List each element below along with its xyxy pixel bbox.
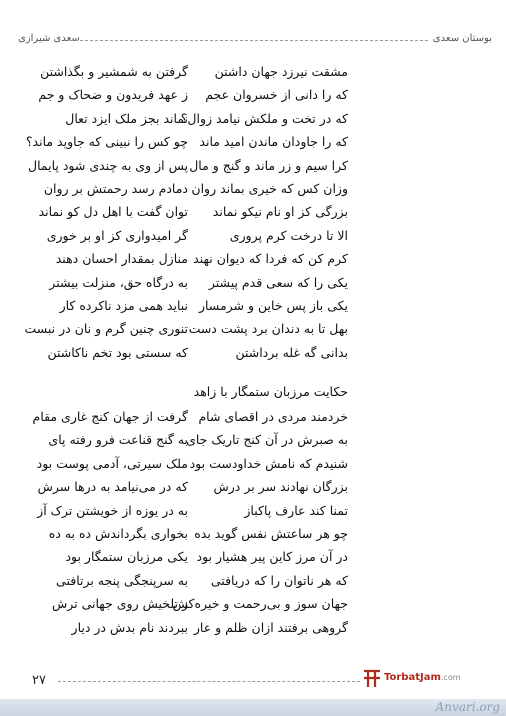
- verse-second-hemistich: گر امیدواری کز او بر خوری: [46, 227, 188, 243]
- verse-row: [0, 251, 506, 274]
- author-header: سعدی شیرازی: [18, 33, 80, 44]
- verse-first-hemistich: خردمند مردی در اقصای شام: [198, 409, 348, 424]
- verse-row: [0, 409, 506, 432]
- verse-first-hemistich: جهان سوز و بی‌رحمت و خیرەکش: [172, 596, 348, 612]
- verse-second-hemistich: ز تلخیش روی جهانی ترش: [51, 596, 188, 612]
- logo-text: TorbatJam.com: [384, 672, 461, 683]
- verse-row: [0, 432, 506, 455]
- verse-second-hemistich: به سرپنجگی پنجه برتافتی: [56, 572, 188, 588]
- verse-first-hemistich: وزان کس که خیری بماند روان: [191, 180, 348, 196]
- verse-first-hemistich: که در تخت و ملکش نیامد زوال؟: [180, 110, 348, 126]
- verse-second-hemistich: که در می‌نیامد به درها سرش: [37, 479, 188, 495]
- verse-row: [0, 549, 506, 572]
- watermark-bar: [0, 699, 506, 716]
- verse-row: [0, 228, 506, 251]
- book-title-header: بوستان سعدی: [432, 33, 492, 44]
- verse-second-hemistich: به درگاه حق، منزلت بیشتر: [49, 274, 188, 290]
- verse-row: [0, 526, 506, 549]
- verse-row: [0, 204, 506, 227]
- verse-row: [0, 596, 506, 619]
- verse-second-hemistich: گرفت از جهان کنج غاری مقام: [32, 409, 188, 424]
- verse-second-hemistich: به در یوزه از خویشتن ترک آز: [37, 502, 188, 518]
- verse-first-hemistich: کرم کن که فردا که دیوان نهند: [193, 251, 348, 267]
- verse-second-hemistich: توان گفت با اهل دل کو نماند: [38, 204, 188, 220]
- verse-row: [0, 134, 506, 157]
- footer-divider: [58, 681, 360, 682]
- verse-row: [0, 321, 506, 344]
- verse-first-hemistich: که را دانی از خسروان عجم: [205, 87, 348, 103]
- verse-second-hemistich: نماند بجز ملک ایزد تعال: [65, 110, 188, 126]
- verse-second-hemistich: پس از وی به چندی شود پایمال: [28, 157, 188, 173]
- verse-first-hemistich: یکی را که سعی قدم پیشتر: [208, 274, 348, 290]
- verse-row: [0, 298, 506, 321]
- verse-row: [0, 479, 506, 502]
- verse-second-hemistich: گرفتن به شمشیر و بگذاشتن: [40, 64, 188, 79]
- verse-first-hemistich: بزرگان نهادند سر بر درش: [213, 479, 348, 495]
- verse-second-hemistich: دمادم رسد رحمتش بر روان: [43, 180, 188, 196]
- verse-second-hemistich: ببردند نام بدش در دیار: [71, 619, 188, 635]
- logo-mark-icon: [362, 667, 382, 689]
- verse-second-hemistich: منازل بمقدار احسان دهند: [55, 251, 188, 267]
- poem-stanza-2: [0, 409, 506, 643]
- verse-second-hemistich: یکی مرزبان ستمگار بود: [65, 549, 188, 565]
- verse-first-hemistich: چو هر ساعتش نفس گوید بده: [194, 525, 348, 541]
- verse-second-hemistich: به گنج قناعت فرو رفته پای: [48, 432, 188, 448]
- verse-row: [0, 573, 506, 596]
- verse-second-hemistich: چو کس را نبینی که جاوید ماند؟: [25, 134, 188, 150]
- story-title: حکایت مرزبان ستمگار با زاهد: [193, 384, 348, 399]
- verse-first-hemistich: یکی باز پس خاین و شرمسار: [198, 297, 348, 313]
- verse-second-hemistich: بخواری بگرداندش ده به ده: [48, 525, 188, 541]
- verse-row: [0, 87, 506, 110]
- watermark-text: Anvari.org: [435, 700, 500, 714]
- verse-row: [0, 345, 506, 368]
- page-number: ۲۷: [32, 673, 46, 688]
- poem-stanza-1: [0, 64, 506, 368]
- verse-first-hemistich: بزرگی کز او نام نیکو نماند: [212, 204, 348, 220]
- verse-first-hemistich: مشقت نیرزد جهان داشتن: [214, 64, 348, 79]
- verse-second-hemistich: نباید همی مزد ناکرده کار: [59, 297, 188, 313]
- verse-row: [0, 620, 506, 643]
- verse-row: [0, 275, 506, 298]
- verse-row: [0, 158, 506, 181]
- verse-row: [0, 181, 506, 204]
- verse-row: [0, 503, 506, 526]
- verse-row: [0, 456, 506, 479]
- verse-first-hemistich: تمنا کند عارف پاکباز: [244, 502, 348, 518]
- verse-first-hemistich: که را جاودان ماندن امید ماند: [199, 134, 348, 150]
- verse-first-hemistich: بهل تا به دندان برد پشت دست: [188, 321, 348, 337]
- verse-first-hemistich: در آن مرز کاین پیر هشیار بود: [196, 549, 348, 565]
- verse-first-hemistich: الا تا درخت کرم پروری: [229, 227, 348, 243]
- verse-row: [0, 64, 506, 87]
- header-divider: [70, 40, 428, 41]
- verse-first-hemistich: به صبرش در آن کنج تاریک جای: [186, 432, 348, 448]
- verse-row: [0, 111, 506, 134]
- verse-first-hemistich: بدانی گه غله برداشتن: [235, 344, 348, 360]
- verse-first-hemistich: کرا سیم و زر ماند و گنج و مال: [189, 157, 348, 173]
- verse-first-hemistich: شنیدم که نامش خداودست بود: [189, 455, 348, 471]
- verse-second-hemistich: ملک سیرتی، آدمی پوست بود: [36, 455, 188, 471]
- verse-first-hemistich: گروهی برفتند ازان ظلم و عار: [193, 619, 348, 635]
- verse-first-hemistich: که هر ناتوان را که دریافتی: [210, 572, 348, 588]
- verse-second-hemistich: که سستی بود تخم ناکاشتن: [47, 344, 188, 360]
- verse-second-hemistich: تنوری چنین گرم و نان در نبست: [24, 321, 188, 337]
- verse-second-hemistich: ز عهد فریدون و ضحاک و جم: [38, 87, 188, 103]
